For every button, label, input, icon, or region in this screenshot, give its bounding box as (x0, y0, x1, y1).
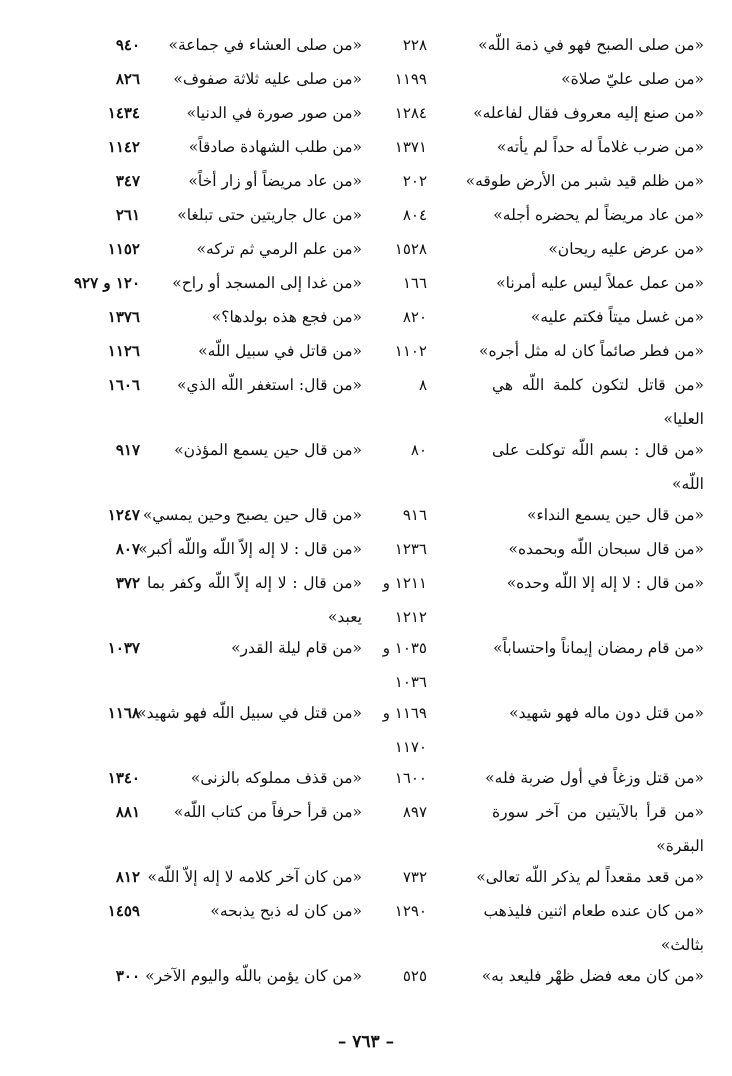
hadith-phrase: «من كان معه فضل ظهْر فليعد به» (481, 967, 704, 985)
reference-number: ١٥٢٨ (394, 240, 427, 258)
hadith-phrase-continuation: العليا» (663, 410, 704, 428)
hadith-phrase: «من صلى عليّ صلاة» (561, 70, 704, 88)
hadith-phrase: «من عرض عليه ريحان» (548, 240, 704, 258)
index-row-19-continued (0, 829, 732, 860)
hadith-phrase-continuation: البقرة» (656, 837, 704, 855)
hadith-phrase: «من قال سبحان اللّه وبحمده» (508, 540, 704, 558)
hadith-phrase: «من قال : لا إله إلاّ اللّه واللّه أكبر» (138, 540, 362, 558)
reference-number: ١٢٨٤ (394, 104, 427, 122)
reference-number: ١٤٥٩ (107, 902, 140, 920)
reference-number-continuation: ١١٧٠ (394, 738, 427, 756)
reference-number: ١٣٤٠ (107, 769, 140, 787)
reference-number: ٣٠٠ (115, 967, 140, 985)
reference-number: ١٣٧١ (394, 138, 427, 156)
index-row-16 (0, 631, 732, 665)
hadith-phrase: «من قام ليلة القدر» (231, 639, 362, 657)
reference-number-continuation: ١٠٣٦ (394, 673, 427, 691)
hadith-phrase: «من فجع هذه بولدها؟» (211, 308, 362, 326)
reference-number: ٣٧٢ (115, 574, 140, 592)
index-row-11 (0, 368, 732, 402)
index-row-1 (0, 28, 732, 62)
hadith-phrase: «من قتل دون ماله فهو شهيد» (509, 704, 704, 722)
hadith-phrase: «من صنع إليه معروف فقال لفاعله» (473, 104, 704, 122)
reference-number: ١٢٠ و ٩٢٧ (73, 274, 140, 292)
index-row-15 (0, 566, 732, 600)
reference-number: ٩٤٠ (115, 36, 140, 54)
index-row-19 (0, 795, 732, 829)
reference-number: ١٦٦ (402, 274, 427, 292)
reference-number: ١٢٤٧ (107, 506, 140, 524)
hadith-phrase: «من صور صورة في الدنيا» (186, 104, 362, 122)
hadith-phrase: «من فطر صائماً كان له مثل أجره» (479, 342, 704, 360)
reference-number: ٨٠ (410, 441, 427, 459)
index-row-17-continued (0, 730, 732, 761)
index-row-9 (0, 300, 732, 334)
hadith-phrase: «من قال : لا إله إلا اللّه وحده» (506, 574, 704, 592)
reference-number: ٨٢٦ (115, 70, 140, 88)
index-row-12-continued (0, 467, 732, 498)
index-table (0, 28, 732, 993)
hadith-phrase: «من صلى عليه ثلاثة صفوف» (173, 70, 362, 88)
reference-number: ٣٤٧ (115, 172, 140, 190)
index-row-10 (0, 334, 732, 368)
hadith-phrase: «من قاتل في سبيل اللّه» (198, 342, 362, 360)
hadith-phrase: «من طلب الشهادة صادقاً» (188, 138, 362, 156)
reference-number: ١٣٧٦ (107, 308, 140, 326)
reference-number: ٢٦١ (115, 206, 140, 224)
index-row-22 (0, 959, 732, 993)
hadith-phrase: «من قرأ بالآيتين من آخر سورة (492, 803, 704, 821)
reference-number: ٨٠٧ (115, 540, 140, 558)
hadith-phrase: «من قتل وزغاً في أول ضربة فله» (485, 769, 704, 787)
hadith-phrase: «من قال حين يسمع النداء» (526, 506, 704, 524)
reference-number: ١١٩٩ (394, 70, 427, 88)
reference-number: ١٦٠٠ (394, 769, 427, 787)
hadith-phrase: «من غدا إلى المسجد أو راح» (172, 274, 362, 292)
hadith-phrase-continuation: بثالث» (660, 936, 704, 954)
hadith-phrase: «من قرأ حرفاً من كتاب اللّه» (173, 803, 362, 821)
hadith-phrase: «من قذف مملوكه بالزنى» (190, 769, 362, 787)
index-row-16-continued (0, 665, 732, 696)
index-row-18 (0, 761, 732, 795)
hadith-phrase: «من قاتل لتكون كلمة اللّه هي (492, 376, 704, 394)
index-row-4 (0, 130, 732, 164)
hadith-phrase: «من كان يؤمن باللّه واليوم الآخر» (145, 967, 362, 985)
hadith-phrase: «من كان له ذبح يذبحه» (210, 902, 362, 920)
hadith-phrase: «من قتل في سبيل اللّه فهو شهيد» (137, 704, 362, 722)
hadith-phrase: «من صلى الصبح فهو في ذمة اللّه» (478, 36, 704, 54)
reference-number: ١٠٣٥ و (382, 639, 427, 657)
index-row-7 (0, 232, 732, 266)
hadith-phrase: «من عاد مريضاً أو زار أخاً» (188, 172, 362, 190)
reference-number: ١١٦٩ و (382, 704, 427, 722)
index-row-21 (0, 894, 732, 928)
hadith-phrase: «من علم الرمي ثم تركه» (196, 240, 362, 258)
reference-number: ١٢٣٦ (394, 540, 427, 558)
hadith-phrase: «من قال : بسم اللّه توكلت على (492, 441, 704, 459)
index-row-17 (0, 696, 732, 730)
reference-number: ١١٢٦ (107, 342, 140, 360)
hadith-phrase: «من قال حين يسمع المؤذن» (174, 441, 362, 459)
hadith-phrase-continuation: اللّه» (672, 475, 704, 493)
reference-number: ١٦٠٦ (107, 376, 140, 394)
reference-number: ٩١٧ (115, 441, 140, 459)
hadith-phrase: «من قام رمضان إيماناً واحتساباً» (493, 639, 704, 657)
index-row-11-continued (0, 402, 732, 433)
reference-number: ١١٠٢ (394, 342, 427, 360)
reference-number-continuation: ١٢١٢ (394, 608, 427, 626)
index-row-5 (0, 164, 732, 198)
page-number: – ٧٦٣ – (337, 1032, 395, 1052)
hadith-phrase: «من صلى العشاء في جماعة» (168, 36, 362, 54)
reference-number: ٨٩٧ (402, 803, 427, 821)
hadith-phrase: «من عمل عملاً ليس عليه أمرنا» (496, 274, 704, 292)
hadith-phrase: «من كان آخر كلامه لا إله إلاّ اللّه» (147, 868, 362, 886)
index-row-14 (0, 532, 732, 566)
reference-number: ١٤٣٤ (107, 104, 140, 122)
hadith-phrase: «من ضرب غلاماً له حداً لم يأته» (496, 138, 704, 156)
hadith-phrase: «من قال: استغفر اللّه الذي» (176, 376, 362, 394)
index-row-13 (0, 498, 732, 532)
hadith-phrase: «من عال جاريتين حتى تبلغا» (177, 206, 362, 224)
index-row-20 (0, 860, 732, 894)
reference-number: ٨٠٤ (402, 206, 427, 224)
hadith-phrase: «من ظلم قيد شبر من الأرض طوقه» (465, 172, 704, 190)
hadith-phrase: «من عاد مريضاً لم يحضره أجله» (493, 206, 704, 224)
reference-number: ١٢٩٠ (394, 902, 427, 920)
reference-number: ١١٤٢ (107, 138, 140, 156)
reference-number: ٨٨١ (115, 803, 140, 821)
reference-number: ٩١٦ (402, 506, 427, 524)
index-row-2 (0, 62, 732, 96)
reference-number: ٨ (418, 376, 427, 394)
reference-number: ٢٠٢ (402, 172, 427, 190)
reference-number: ١٠٣٧ (107, 639, 140, 657)
hadith-phrase: «من قال حين يصبح وحين يمسي» (142, 506, 362, 524)
hadith-phrase-continuation: يعبد» (327, 608, 362, 626)
reference-number: ٢٢٨ (402, 36, 427, 54)
reference-number: ١١٥٢ (107, 240, 140, 258)
hadith-phrase: «من غسل ميتاً فكتم عليه» (530, 308, 704, 326)
reference-number: ١٢١١ و (382, 574, 427, 592)
index-row-8 (0, 266, 732, 300)
reference-number: ١١٦٨ (107, 704, 140, 722)
reference-number: ٧٣٢ (402, 868, 427, 886)
hadith-phrase: «من كان عنده طعام اثنين فليذهب (483, 902, 704, 920)
index-row-3 (0, 96, 732, 130)
reference-number: ٨٢٠ (402, 308, 427, 326)
hadith-phrase: «من قال : لا إله إلاّ اللّه وكفر بما (147, 574, 362, 592)
index-row-15-continued (0, 600, 732, 631)
reference-number: ٨١٢ (115, 868, 140, 886)
index-row-12 (0, 433, 732, 467)
index-row-21-continued (0, 928, 732, 959)
index-row-6 (0, 198, 732, 232)
hadith-phrase: «من قعد مقعداً لم يذكر اللّه تعالى» (476, 868, 704, 886)
reference-number: ٥٢٥ (402, 967, 427, 985)
